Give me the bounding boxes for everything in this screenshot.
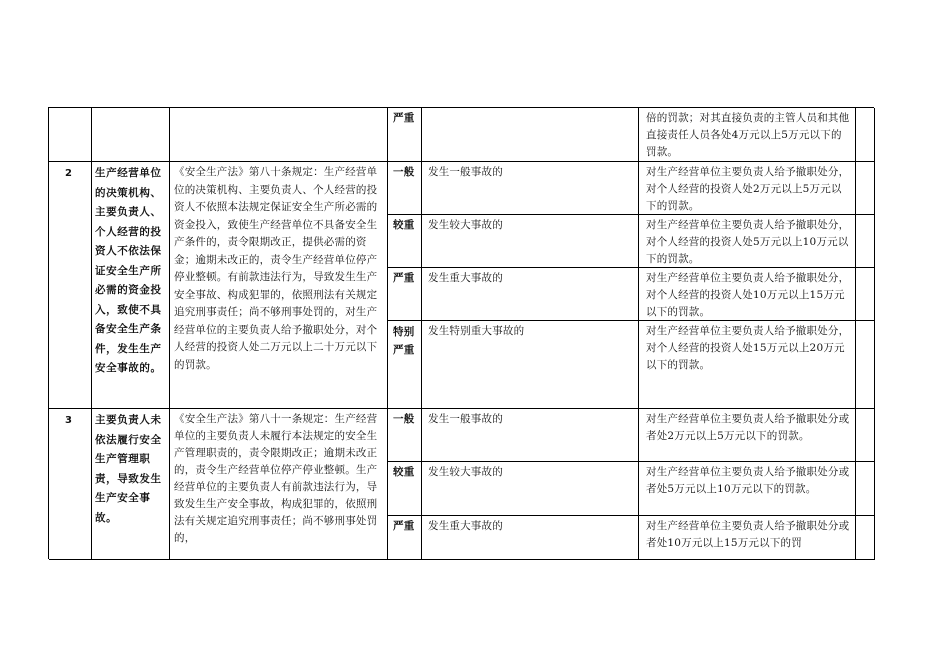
penalty-text: 对生产经营单位主要负责人给予撤职处分，对个人经营的投资人处2万元以上5万元以下的罚款。 <box>646 166 850 212</box>
circumstance-text: 发生重大事故的 <box>428 272 503 284</box>
penalty-text: 对生产经营单位主要负责人给予撤职处分，对个人经营的投资人处10万元以上15万元以下的罚款。 <box>646 272 850 318</box>
penalty-text: 对生产经营单位主要负责人给予撤职处分，对个人经营的投资人处15万元以上20万元以下的罚款。 <box>646 325 850 371</box>
row-divider <box>387 515 875 516</box>
penalty-text: 对生产经营单位主要负责人给予撤职处分，对个人经营的投资人处5万元以上10万元以下的罚款。 <box>646 219 850 265</box>
column-divider <box>638 108 639 560</box>
penalty-text: 对生产经营单位主要负责人给予撤职处分或者处2万元以上5万元以下的罚款。 <box>646 413 850 442</box>
level-label: 较重 <box>393 466 415 478</box>
penalty-text: 对生产经营单位主要负责人给予撤职处分或者处5万元以上10万元以下的罚款。 <box>646 466 850 495</box>
legal-basis-text: 《安全生产法》第八十一条规定：生产经营单位的主要负责人未履行本法规定的安全生产管理职责的，责令限期改正；逾期未改正的，责令生产经营单位停产停业整顿。生产经营单位的主要负责人有前款违法行为，导致发生生产安全事故，构成犯罪的，依照刑法有关规定追究刑事责任；尚不够刑事处罚的， <box>174 413 378 544</box>
circumstance-text: 发生一般事故的 <box>428 166 503 178</box>
penalty-text: 对生产经营单位主要负责人给予撤职处分或者处10万元以上15万元以下的罚 <box>646 520 850 549</box>
violation-text: 主要负责人未依法履行安全生产管理职责，导致发生生产安全事故。 <box>95 414 162 524</box>
penalty-table <box>48 107 874 559</box>
level-label: 一般 <box>393 166 415 178</box>
row-number: 3 <box>65 415 73 426</box>
circumstance-text: 发生一般事故的 <box>428 413 503 425</box>
level-label: 严重 <box>393 272 415 284</box>
level-label: 严重 <box>393 112 415 124</box>
column-divider <box>169 108 170 560</box>
level-label: 特别严重 <box>393 326 415 356</box>
row-divider <box>49 161 875 162</box>
column-divider <box>855 108 856 560</box>
column-divider <box>421 108 422 560</box>
penalty-text: 倍的罚款；对其直接负责的主管人员和其他直接责任人员各处4万元以上5万元以下的罚款。 <box>646 112 850 158</box>
legal-basis-text: 《安全生产法》第八十条规定：生产经营单位的决策机构、主要负责人、个人经营的投资人不依照本法规定保证安全生产所必需的资金投入，致使生产经营单位不具备安全生产条件的，责令限期改正，提供必需的资金；逾期未改正的，责令生产经营单位停产停业整顿。有前款违法行为，导致发生生产安全事故、构成犯罪的，依照刑法有关规定追究刑事责任；尚不够刑事处罚的，对生产经营单位的主要负责人给予撤职处分，对个人经营的投资人处二万元以上二十万元以下的罚款。 <box>174 166 378 371</box>
level-label: 一般 <box>393 413 415 425</box>
column-divider <box>91 108 92 560</box>
circumstance-text: 发生重大事故的 <box>428 520 503 532</box>
column-divider <box>387 108 388 560</box>
level-label: 较重 <box>393 219 415 231</box>
column-divider <box>874 108 875 560</box>
row-divider <box>387 461 875 462</box>
circumstance-text: 发生特别重大事故的 <box>428 325 525 337</box>
circumstance-text: 发生较大事故的 <box>428 466 503 478</box>
circumstance-text: 发生较大事故的 <box>428 219 503 231</box>
row-number: 2 <box>65 168 73 179</box>
violation-text: 生产经营单位的决策机构、主要负责人、个人经营的投资人不依法保证安全生产所必需的资金投入，致使不具备安全生产条件，发生生产安全事故的。 <box>95 167 162 374</box>
row-divider <box>49 559 875 560</box>
row-divider <box>49 408 875 409</box>
level-label: 严重 <box>393 520 415 532</box>
